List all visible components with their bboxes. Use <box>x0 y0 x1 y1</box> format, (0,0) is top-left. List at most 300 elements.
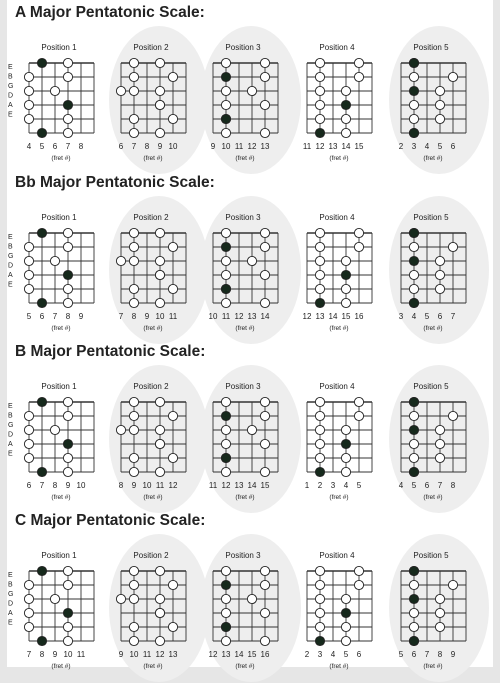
fret-number: 6 <box>26 481 32 490</box>
root-note-dot <box>341 608 350 617</box>
position-label: Position 3 <box>225 382 261 391</box>
scale-note-dot <box>116 256 125 265</box>
scale-note-dot <box>341 453 350 462</box>
root-note-dot <box>409 228 418 237</box>
root-note-dot <box>315 298 324 307</box>
scale-note-dot <box>409 270 418 279</box>
scale-note-dot <box>409 439 418 448</box>
string-label: E <box>8 111 13 119</box>
scale-note-dot <box>435 622 444 631</box>
scale-note-dot <box>24 608 33 617</box>
scale-note-dot <box>409 411 418 420</box>
scale-note-dot <box>221 58 230 67</box>
fret-number: 3 <box>411 142 417 151</box>
scale-note-dot <box>129 114 138 123</box>
position-label: Position 2 <box>133 382 169 391</box>
scale-note-dot <box>168 284 177 293</box>
scale-note-dot <box>315 228 324 237</box>
fret-number: 10 <box>76 481 86 490</box>
scale-note-dot <box>155 397 164 406</box>
fret-number: 8 <box>450 481 456 490</box>
fret-number: 14 <box>260 312 270 321</box>
scale-note-dot <box>221 594 230 603</box>
fret-number: 6 <box>39 312 45 321</box>
string-label: G <box>8 591 14 598</box>
root-note-dot <box>409 566 418 575</box>
fret-caption: (fret #) <box>423 325 443 332</box>
scale-note-dot <box>116 425 125 434</box>
scale-note-dot <box>221 100 230 109</box>
scale-note-dot <box>341 114 350 123</box>
fret-number: 1 <box>304 481 310 490</box>
scale-note-dot <box>260 566 269 575</box>
scale-note-dot <box>63 580 72 589</box>
scale-note-dot <box>63 72 72 81</box>
string-label: E <box>8 619 13 627</box>
scale-note-dot <box>63 128 72 137</box>
scale-note-dot <box>221 608 230 617</box>
fretboard-position <box>305 551 372 670</box>
scale-note-dot <box>24 72 33 81</box>
scale-title: A Major Pentatonic Scale: <box>15 4 205 21</box>
fret-number: 10 <box>155 312 165 321</box>
scale-note-dot <box>260 228 269 237</box>
string-label: E <box>8 572 13 579</box>
scale-note-dot <box>155 425 164 434</box>
fret-number: 5 <box>39 142 45 151</box>
scale-note-dot <box>168 453 177 462</box>
string-label: D <box>8 600 14 608</box>
scale-note-dot <box>260 467 269 476</box>
root-note-dot <box>63 270 72 279</box>
root-note-dot <box>341 100 350 109</box>
scale-note-dot <box>315 566 324 575</box>
scale-note-dot <box>354 411 363 420</box>
fret-number: 7 <box>39 481 45 490</box>
scale-diagram <box>7 195 493 345</box>
fret-number: 3 <box>398 312 404 321</box>
scale-note-dot <box>260 128 269 137</box>
fret-number: 12 <box>221 481 231 490</box>
fret-number: 3 <box>330 481 336 490</box>
fret-number: 13 <box>260 142 270 151</box>
fret-caption: (fret #) <box>51 494 71 501</box>
root-note-dot <box>315 467 324 476</box>
scale-note-dot <box>155 566 164 575</box>
root-note-dot <box>409 128 418 137</box>
scale-note-dot <box>24 270 33 279</box>
scale-note-dot <box>315 58 324 67</box>
scale-note-dot <box>315 580 324 589</box>
fret-number: 13 <box>328 142 338 151</box>
fret-number: 11 <box>168 312 178 321</box>
scale-note-dot <box>129 228 138 237</box>
fret-number: 8 <box>78 142 84 151</box>
fret-number: 8 <box>437 650 443 659</box>
scale-note-dot <box>129 298 138 307</box>
scale-note-dot <box>63 453 72 462</box>
fret-number: 5 <box>26 312 32 321</box>
fret-caption: (fret #) <box>51 155 71 162</box>
scale-note-dot <box>155 86 164 95</box>
scale-note-dot <box>315 86 324 95</box>
fret-number: 12 <box>247 142 257 151</box>
scale-note-dot <box>448 411 457 420</box>
fret-caption: (fret #) <box>235 494 255 501</box>
fret-number: 7 <box>65 142 71 151</box>
string-label: G <box>8 422 14 429</box>
scale-note-dot <box>221 256 230 265</box>
scale-note-dot <box>50 425 59 434</box>
position-label: Position 2 <box>133 213 169 222</box>
scale-note-dot <box>247 86 256 95</box>
position-label: Position 1 <box>41 213 77 222</box>
scale-note-dot <box>50 594 59 603</box>
fret-caption: (fret #) <box>235 325 255 332</box>
fret-number: 8 <box>118 481 124 490</box>
fretboard-position <box>8 43 94 162</box>
root-note-dot <box>409 467 418 476</box>
position-label: Position 1 <box>41 551 77 560</box>
root-note-dot <box>315 128 324 137</box>
scale-note-dot <box>341 86 350 95</box>
fret-caption: (fret #) <box>143 155 163 162</box>
scale-note-dot <box>315 453 324 462</box>
scale-note-dot <box>260 439 269 448</box>
root-note-dot <box>37 467 46 476</box>
scale-note-dot <box>409 100 418 109</box>
scale-note-dot <box>260 100 269 109</box>
root-note-dot <box>37 566 46 575</box>
scale-note-dot <box>24 284 33 293</box>
scale-note-dot <box>260 270 269 279</box>
fret-number: 9 <box>131 481 137 490</box>
fretboard-position <box>8 213 94 332</box>
string-label: B <box>8 581 13 589</box>
fret-number: 11 <box>302 142 312 151</box>
fret-number: 4 <box>343 481 349 490</box>
fret-number: 6 <box>450 142 456 151</box>
scale-note-dot <box>341 128 350 137</box>
scale-note-dot <box>260 298 269 307</box>
scale-note-dot <box>315 594 324 603</box>
fret-caption: (fret #) <box>423 155 443 162</box>
fret-number: 5 <box>411 481 417 490</box>
root-note-dot <box>409 594 418 603</box>
position-label: Position 4 <box>319 213 355 222</box>
scale-note-dot <box>24 100 33 109</box>
fret-number: 6 <box>437 312 443 321</box>
position-label: Position 3 <box>225 551 261 560</box>
scale-note-dot <box>24 256 33 265</box>
scale-note-dot <box>155 270 164 279</box>
root-note-dot <box>221 411 230 420</box>
fret-number: 16 <box>260 650 270 659</box>
scale-note-dot <box>260 242 269 251</box>
scale-note-dot <box>448 72 457 81</box>
fret-number: 4 <box>398 481 404 490</box>
position-label: Position 4 <box>319 382 355 391</box>
scale-note-dot <box>63 566 72 575</box>
fret-number: 6 <box>424 481 430 490</box>
scale-note-dot <box>315 397 324 406</box>
fret-caption: (fret #) <box>51 325 71 332</box>
string-label: D <box>8 262 14 270</box>
root-note-dot <box>221 242 230 251</box>
scale-note-dot <box>129 284 138 293</box>
fret-number: 10 <box>142 481 152 490</box>
scale-note-dot <box>221 636 230 645</box>
scale-note-dot <box>24 425 33 434</box>
position-label: Position 2 <box>133 43 169 52</box>
scale-note-dot <box>221 298 230 307</box>
scale-note-dot <box>315 284 324 293</box>
fret-caption: (fret #) <box>423 663 443 670</box>
fret-number: 7 <box>26 650 32 659</box>
scale-note-dot <box>168 622 177 631</box>
scale-diagram <box>7 25 493 175</box>
scale-note-dot <box>116 86 125 95</box>
scale-note-dot <box>24 580 33 589</box>
scale-note-dot <box>315 270 324 279</box>
fret-number: 12 <box>234 312 244 321</box>
scale-note-dot <box>260 411 269 420</box>
scale-note-dot <box>129 397 138 406</box>
scale-note-dot <box>435 425 444 434</box>
scale-note-dot <box>63 114 72 123</box>
scale-note-dot <box>63 58 72 67</box>
scale-note-dot <box>435 594 444 603</box>
scale-note-dot <box>221 270 230 279</box>
scale-note-dot <box>221 397 230 406</box>
fret-number: 9 <box>157 142 163 151</box>
scale-note-dot <box>129 242 138 251</box>
scale-note-dot <box>63 228 72 237</box>
scale-note-dot <box>409 114 418 123</box>
root-note-dot <box>37 228 46 237</box>
string-label: B <box>8 73 13 81</box>
fret-number: 16 <box>354 312 364 321</box>
fret-caption: (fret #) <box>329 155 349 162</box>
scale-note-dot <box>341 594 350 603</box>
scale-note-dot <box>435 86 444 95</box>
scale-note-dot <box>155 439 164 448</box>
fret-caption: (fret #) <box>235 663 255 670</box>
root-note-dot <box>63 608 72 617</box>
position-label: Position 2 <box>133 551 169 560</box>
scale-note-dot <box>24 114 33 123</box>
root-note-dot <box>37 298 46 307</box>
fret-number: 14 <box>247 481 257 490</box>
scale-note-dot <box>168 114 177 123</box>
scale-note-dot <box>155 608 164 617</box>
scale-note-dot <box>409 284 418 293</box>
scale-note-dot <box>221 228 230 237</box>
root-note-dot <box>221 453 230 462</box>
scale-note-dot <box>341 636 350 645</box>
scale-note-dot <box>63 636 72 645</box>
position-label: Position 5 <box>413 551 449 560</box>
root-note-dot <box>409 636 418 645</box>
scale-note-dot <box>221 128 230 137</box>
fret-number: 9 <box>65 481 71 490</box>
scale-note-dot <box>155 298 164 307</box>
scale-note-dot <box>24 86 33 95</box>
scale-note-dot <box>129 72 138 81</box>
scale-note-dot <box>435 608 444 617</box>
scale-note-dot <box>354 566 363 575</box>
scale-note-dot <box>155 467 164 476</box>
scale-note-dot <box>354 580 363 589</box>
root-note-dot <box>63 100 72 109</box>
fret-number: 6 <box>411 650 417 659</box>
scale-note-dot <box>155 256 164 265</box>
scale-note-dot <box>50 256 59 265</box>
string-label: E <box>8 234 13 241</box>
position-label: Position 5 <box>413 43 449 52</box>
fretboard-position <box>303 43 372 162</box>
scale-note-dot <box>315 72 324 81</box>
fret-number: 4 <box>424 142 430 151</box>
fret-number: 5 <box>424 312 430 321</box>
scale-note-dot <box>315 608 324 617</box>
fret-caption: (fret #) <box>143 663 163 670</box>
scale-note-dot <box>221 86 230 95</box>
scale-note-dot <box>247 594 256 603</box>
scale-note-dot <box>435 284 444 293</box>
scale-note-dot <box>63 467 72 476</box>
fret-number: 3 <box>317 650 323 659</box>
root-note-dot <box>37 636 46 645</box>
scale-note-dot <box>315 256 324 265</box>
root-note-dot <box>409 425 418 434</box>
scale-note-dot <box>435 453 444 462</box>
scale-note-dot <box>168 580 177 589</box>
fret-number: 5 <box>398 650 404 659</box>
string-label: D <box>8 431 14 439</box>
string-label: B <box>8 412 13 420</box>
scale-note-dot <box>435 270 444 279</box>
fret-number: 15 <box>341 312 351 321</box>
fret-number: 12 <box>315 142 325 151</box>
fret-number: 5 <box>343 650 349 659</box>
scale-note-dot <box>341 298 350 307</box>
scale-title: Bb Major Pentatonic Scale: <box>15 174 215 191</box>
scale-note-dot <box>435 256 444 265</box>
fret-number: 13 <box>221 650 231 659</box>
fret-caption: (fret #) <box>423 494 443 501</box>
position-label: Position 1 <box>41 43 77 52</box>
scale-note-dot <box>315 242 324 251</box>
scale-note-dot <box>116 594 125 603</box>
scale-note-dot <box>129 86 138 95</box>
scale-note-dot <box>24 439 33 448</box>
string-label: E <box>8 450 13 458</box>
scale-note-dot <box>341 622 350 631</box>
scale-note-dot <box>435 114 444 123</box>
fret-number: 11 <box>234 142 244 151</box>
scale-note-dot <box>129 256 138 265</box>
fret-caption: (fret #) <box>329 325 349 332</box>
scale-note-dot <box>315 114 324 123</box>
scale-note-dot <box>354 72 363 81</box>
fret-caption: (fret #) <box>235 155 255 162</box>
position-label: Position 4 <box>319 43 355 52</box>
scale-note-dot <box>260 397 269 406</box>
scale-note-dot <box>24 242 33 251</box>
scale-note-dot <box>260 72 269 81</box>
scale-note-dot <box>221 566 230 575</box>
fret-number: 6 <box>118 142 124 151</box>
scale-note-dot <box>63 242 72 251</box>
scale-note-dot <box>129 566 138 575</box>
fret-number: 10 <box>168 142 178 151</box>
scale-note-dot <box>341 467 350 476</box>
scale-note-dot <box>24 411 33 420</box>
scale-note-dot <box>129 453 138 462</box>
scale-note-dot <box>354 58 363 67</box>
scale-note-dot <box>435 439 444 448</box>
root-note-dot <box>409 256 418 265</box>
scale-note-dot <box>129 622 138 631</box>
fret-number: 10 <box>129 650 139 659</box>
root-note-dot <box>315 636 324 645</box>
fretboard-position <box>305 382 372 501</box>
position-label: Position 1 <box>41 382 77 391</box>
fret-number: 11 <box>76 650 86 659</box>
scale-diagram <box>7 364 493 514</box>
fret-number: 9 <box>144 312 150 321</box>
root-note-dot <box>409 397 418 406</box>
fret-number: 9 <box>118 650 124 659</box>
fret-number: 2 <box>317 481 323 490</box>
root-note-dot <box>221 580 230 589</box>
scale-note-dot <box>247 425 256 434</box>
string-label: E <box>8 281 13 289</box>
root-note-dot <box>409 58 418 67</box>
scale-note-dot <box>221 425 230 434</box>
scale-note-dot <box>435 100 444 109</box>
root-note-dot <box>341 439 350 448</box>
fretboard-position <box>8 551 94 670</box>
fret-number: 5 <box>356 481 362 490</box>
scale-note-dot <box>409 72 418 81</box>
position-label: Position 3 <box>225 43 261 52</box>
scale-note-dot <box>63 397 72 406</box>
scale-note-dot <box>63 298 72 307</box>
scale-note-dot <box>168 72 177 81</box>
scale-note-dot <box>315 411 324 420</box>
string-label: A <box>8 610 13 617</box>
scale-note-dot <box>129 594 138 603</box>
scale-note-dot <box>63 284 72 293</box>
scale-note-dot <box>50 86 59 95</box>
fret-number: 13 <box>234 481 244 490</box>
position-label: Position 3 <box>225 213 261 222</box>
string-label: E <box>8 403 13 410</box>
scale-note-dot <box>260 58 269 67</box>
fret-number: 7 <box>450 312 456 321</box>
string-label: D <box>8 92 14 100</box>
fret-number: 10 <box>208 312 218 321</box>
scale-note-dot <box>409 580 418 589</box>
scale-title: B Major Pentatonic Scale: <box>15 343 206 360</box>
root-note-dot <box>409 298 418 307</box>
scale-note-dot <box>129 467 138 476</box>
fret-number: 9 <box>210 142 216 151</box>
fret-number: 9 <box>450 650 456 659</box>
root-note-dot <box>341 270 350 279</box>
